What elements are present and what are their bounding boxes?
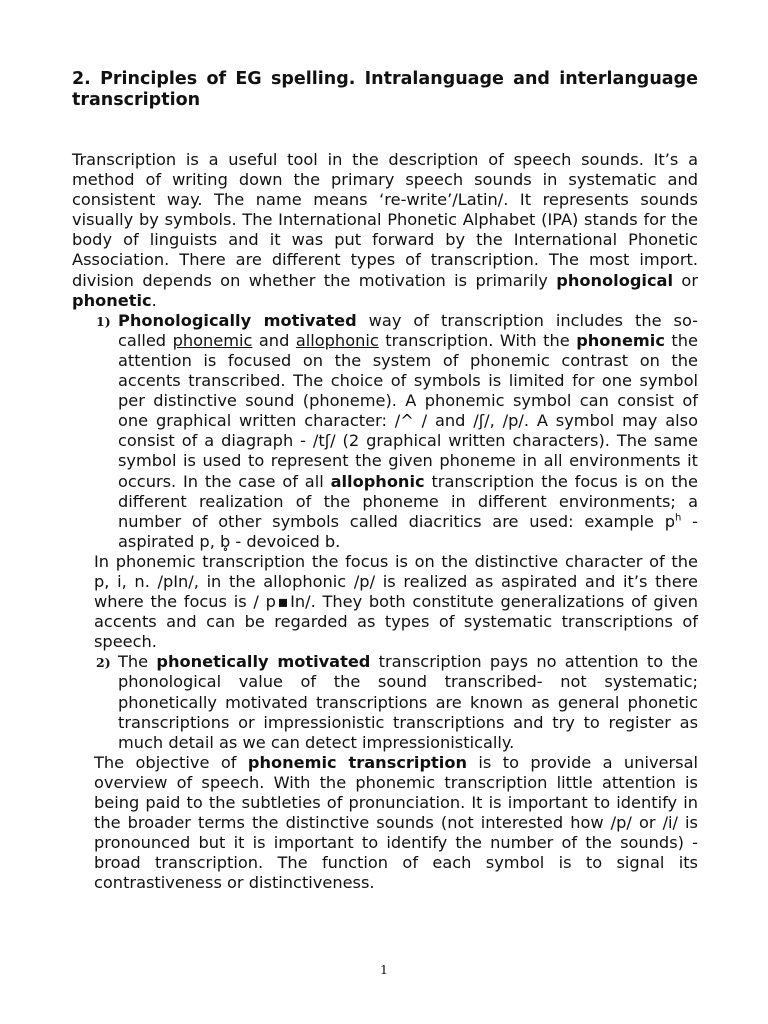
- term-phonetic: phonetic: [72, 290, 152, 310]
- page-number: 1: [380, 962, 388, 977]
- underlined-phonemic: phonemic: [172, 330, 253, 350]
- objective-paragraph: The objective of phonemic transcription is to provide a universal overview of speech. With the phonemic transcription little attention is being paid to the subtleties of pronunciation. It is important to identify in the broader terms the distinctive sounds (not interested how /p/ or /i/ is pronounced but it is important to identify the number of the sounds) - broad transcription. The function of each symbol is to signal its contrastiveness or distinctiveness.: [94, 752, 698, 893]
- list-number: 1): [96, 313, 111, 329]
- phonemic-vs-allophonic-paragraph: In phonemic transcription the focus is on the distinctive character of the p, i, n. /pIn/, in the allophonic /p/ is realized as aspirated and it’s there where the focus is / p▪In/. They both constitute generalizations of given accents and can be regarded as types of systematic transcriptions of speech.: [94, 551, 698, 652]
- underlined-allophonic: allophonic: [295, 330, 379, 350]
- term-phonological: phonological: [556, 270, 674, 290]
- intro-paragraph: Transcription is a useful tool in the description of speech sounds. It’s a method of writing down the primary speech sounds in systematic and consistent way. The name means ‘re-write’/Latin/. It represents sounds visually by symbols. The International Phonetic Alphabet (IPA) stands for the body of linguists and it was put forward by the International Phonetic Association. There are different types of transcription. The most import. division depends on whether the motivation is primarily phonological or phonetic.: [72, 150, 698, 310]
- list-number: 2): [96, 655, 111, 671]
- numbered-list-1: [72, 311, 698, 552]
- document-body: [72, 150, 698, 893]
- list-item-phonologically-motivated: 1) Phonologically motivated way of transcription includes the so-called phonemic and allophonic transcription. With the phonemic the attention is focused on the system of phonemic contrast on the accents transcribed. The choice of symbols is limited for one symbol per distinctive sound (phoneme). A phonemic symbol can consist of one graphical written character: /^ / and /ʃ/, /p/. A symbol may also consist of a diagraph - /tʃ/ (2 graphical written characters). The same symbol is used to represent the given phoneme in all environments it occurs. In the case of all allophonic transcription the focus is on the different realization of the phoneme in different environments; a number of other symbols called diacritics are used: example $p^h$ - aspirated p, b̥ - devoiced b.: [96, 310, 699, 551]
- section-heading: 2. Principles of EG spelling. Intralanguage and interlanguage transcription: [72, 69, 698, 110]
- numbered-list-2: [72, 652, 698, 752]
- list-item-phonetically-motivated: 2) The phonetically motivated transcription pays no attention to the phonological value of the sound transcribed- not systematic; phonetically motivated transcriptions are known as general phonetic transcriptions or impressionistic transcriptions and try to register as much detail as we can detect impressionistically.: [96, 652, 698, 752]
